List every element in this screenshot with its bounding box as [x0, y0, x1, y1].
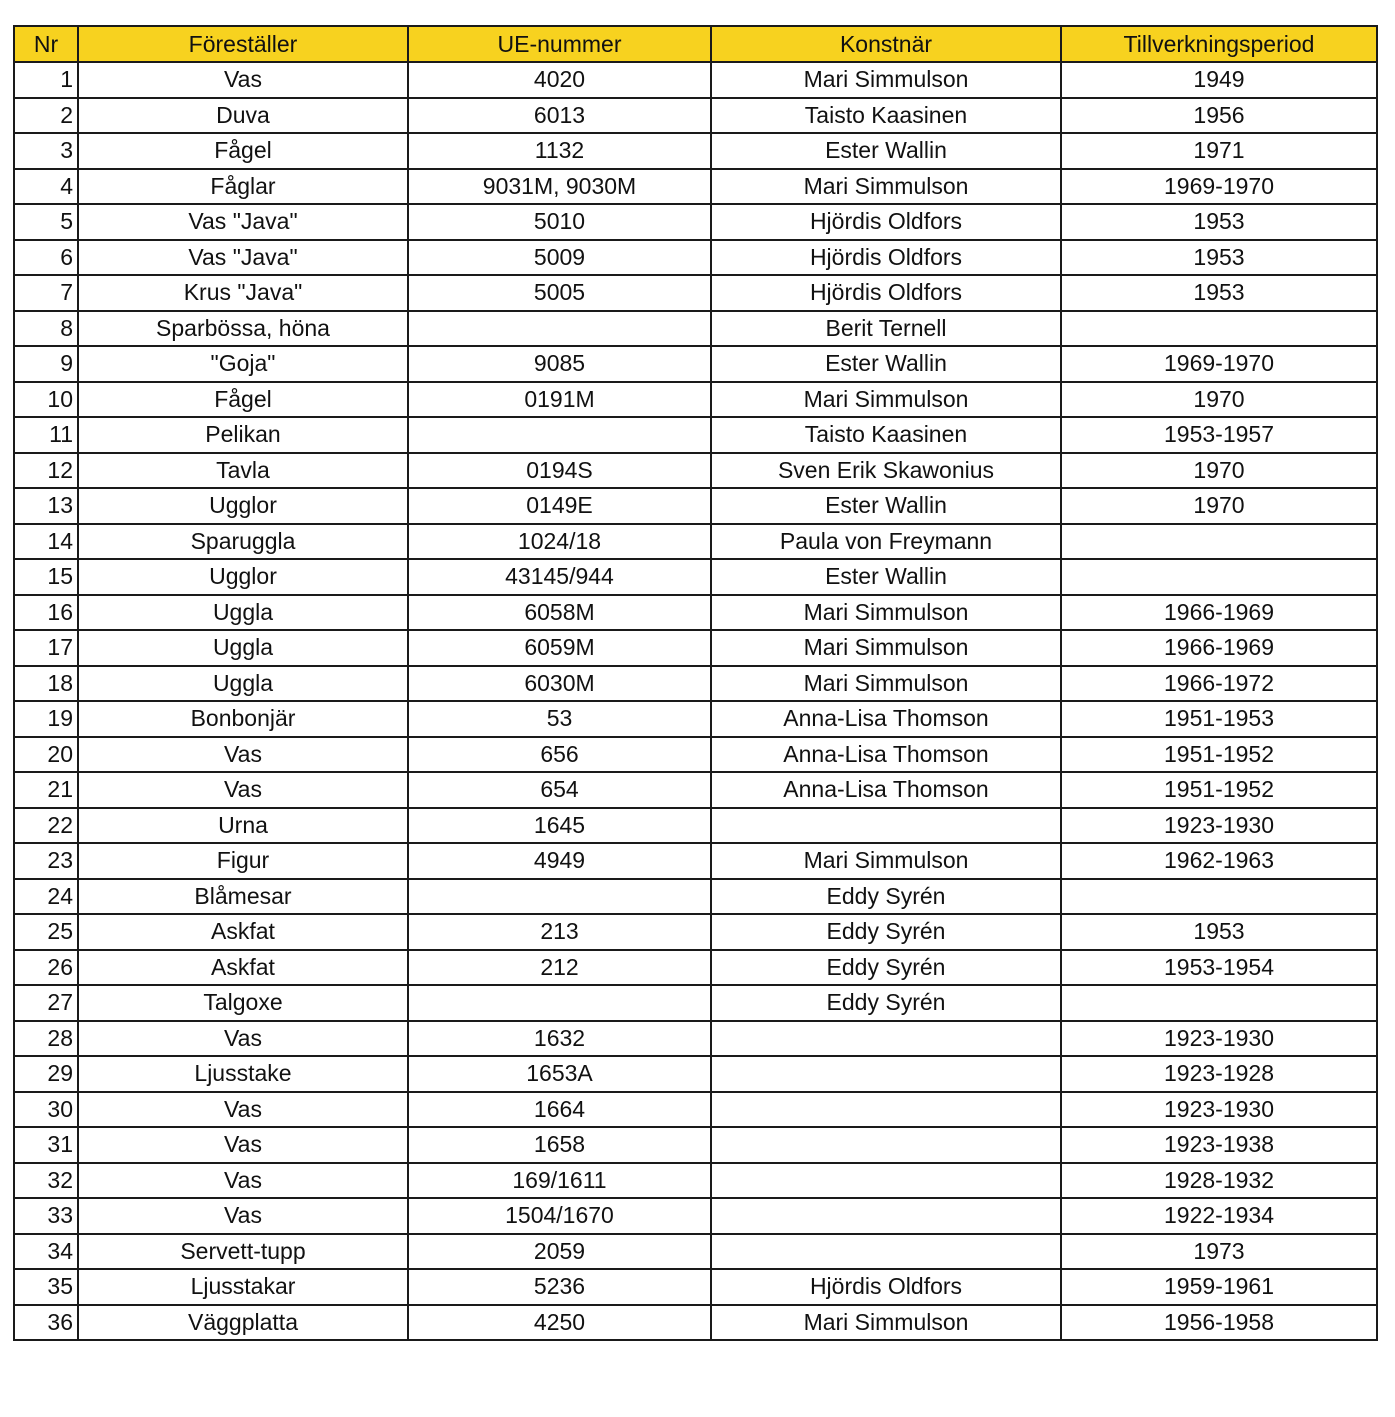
cell-object: Askfat: [78, 950, 408, 986]
cell-ue-number: [408, 417, 711, 453]
column-header-period: Tillverkningsperiod: [1061, 26, 1377, 62]
table-row: [14, 1305, 1377, 1341]
cell-period: 1928-1932: [1061, 1163, 1377, 1199]
cell-period: 1922-1934: [1061, 1198, 1377, 1234]
table-row: [14, 772, 1377, 808]
cell-period: 1923-1930: [1061, 1092, 1377, 1128]
cell-period: 1923-1938: [1061, 1127, 1377, 1163]
cell-artist: [711, 1163, 1061, 1199]
table-row: [14, 630, 1377, 666]
cell-artist: Taisto Kaasinen: [711, 98, 1061, 134]
cell-ue-number: 1632: [408, 1021, 711, 1057]
cell-nr: 3: [14, 133, 78, 169]
cell-artist: Hjördis Oldfors: [711, 275, 1061, 311]
cell-object: Fågel: [78, 133, 408, 169]
cell-ue-number: 43145/944: [408, 559, 711, 595]
cell-artist: Sven Erik Skawonius: [711, 453, 1061, 489]
cell-object: Pelikan: [78, 417, 408, 453]
table-row: [14, 843, 1377, 879]
cell-nr: 31: [14, 1127, 78, 1163]
table-body: [14, 62, 1377, 1340]
table-row: [14, 985, 1377, 1021]
cell-nr: 26: [14, 950, 78, 986]
cell-period: 1923-1928: [1061, 1056, 1377, 1092]
cell-nr: 7: [14, 275, 78, 311]
cell-artist: Ester Wallin: [711, 346, 1061, 382]
cell-nr: 24: [14, 879, 78, 915]
cell-period: [1061, 524, 1377, 560]
cell-ue-number: 1664: [408, 1092, 711, 1128]
cell-object: Ljusstake: [78, 1056, 408, 1092]
cell-ue-number: [408, 879, 711, 915]
table-row: [14, 346, 1377, 382]
cell-nr: 28: [14, 1021, 78, 1057]
table-row: [14, 169, 1377, 205]
cell-nr: 32: [14, 1163, 78, 1199]
cell-period: 1953: [1061, 204, 1377, 240]
cell-period: [1061, 311, 1377, 347]
cell-period: [1061, 985, 1377, 1021]
table-row: [14, 453, 1377, 489]
cell-nr: 8: [14, 311, 78, 347]
table-row: [14, 1234, 1377, 1270]
cell-period: 1969-1970: [1061, 169, 1377, 205]
cell-nr: 33: [14, 1198, 78, 1234]
cell-period: 1966-1972: [1061, 666, 1377, 702]
cell-period: 1966-1969: [1061, 595, 1377, 631]
cell-artist: Mari Simmulson: [711, 630, 1061, 666]
cell-ue-number: [408, 311, 711, 347]
cell-object: Bonbonjär: [78, 701, 408, 737]
cell-object: Vas: [78, 1163, 408, 1199]
cell-artist: Eddy Syrén: [711, 879, 1061, 915]
cell-object: Talgoxe: [78, 985, 408, 1021]
cell-object: Krus "Java": [78, 275, 408, 311]
cell-artist: [711, 1234, 1061, 1270]
cell-ue-number: 1645: [408, 808, 711, 844]
cell-ue-number: 654: [408, 772, 711, 808]
cell-artist: Paula von Freymann: [711, 524, 1061, 560]
cell-period: 1956-1958: [1061, 1305, 1377, 1341]
cell-artist: Ester Wallin: [711, 559, 1061, 595]
cell-nr: 12: [14, 453, 78, 489]
cell-ue-number: 6013: [408, 98, 711, 134]
cell-artist: [711, 1127, 1061, 1163]
cell-period: [1061, 559, 1377, 595]
cell-nr: 5: [14, 204, 78, 240]
cell-period: 1923-1930: [1061, 808, 1377, 844]
cell-nr: 30: [14, 1092, 78, 1128]
table-row: [14, 1056, 1377, 1092]
cell-object: Urna: [78, 808, 408, 844]
cell-object: Vas: [78, 62, 408, 98]
table-row: [14, 240, 1377, 276]
column-header-nr: Nr: [14, 26, 78, 62]
cell-period: 1951-1953: [1061, 701, 1377, 737]
cell-period: 1953: [1061, 275, 1377, 311]
table-row: [14, 417, 1377, 453]
header-row: [14, 26, 1377, 62]
cell-nr: 17: [14, 630, 78, 666]
cell-ue-number: 4949: [408, 843, 711, 879]
table-row: [14, 204, 1377, 240]
cell-ue-number: 5010: [408, 204, 711, 240]
cell-artist: Ester Wallin: [711, 488, 1061, 524]
cell-object: Sparuggla: [78, 524, 408, 560]
cell-nr: 4: [14, 169, 78, 205]
cell-period: 1969-1970: [1061, 346, 1377, 382]
cell-period: 1949: [1061, 62, 1377, 98]
table-row: [14, 275, 1377, 311]
cell-nr: 19: [14, 701, 78, 737]
column-header-object: Föreställer: [78, 26, 408, 62]
cell-artist: Eddy Syrén: [711, 914, 1061, 950]
cell-object: Tavla: [78, 453, 408, 489]
cell-ue-number: 1132: [408, 133, 711, 169]
cell-ue-number: 9085: [408, 346, 711, 382]
cell-artist: Hjördis Oldfors: [711, 240, 1061, 276]
cell-period: 1970: [1061, 453, 1377, 489]
cell-artist: Mari Simmulson: [711, 169, 1061, 205]
cell-object: Askfat: [78, 914, 408, 950]
table-row: [14, 382, 1377, 418]
cell-artist: Mari Simmulson: [711, 382, 1061, 418]
cell-ue-number: 4250: [408, 1305, 711, 1341]
cell-artist: Mari Simmulson: [711, 666, 1061, 702]
cell-period: 1973: [1061, 1234, 1377, 1270]
cell-artist: [711, 1092, 1061, 1128]
cell-period: 1970: [1061, 382, 1377, 418]
cell-period: 1953-1954: [1061, 950, 1377, 986]
table-row: [14, 1269, 1377, 1305]
cell-nr: 34: [14, 1234, 78, 1270]
cell-object: Vas: [78, 737, 408, 773]
cell-nr: 21: [14, 772, 78, 808]
column-header-artist: Konstnär: [711, 26, 1061, 62]
column-header-ue-number: UE-nummer: [408, 26, 711, 62]
cell-ue-number: 4020: [408, 62, 711, 98]
table-row: [14, 1092, 1377, 1128]
cell-period: 1970: [1061, 488, 1377, 524]
cell-object: Vas "Java": [78, 240, 408, 276]
cell-object: Uggla: [78, 595, 408, 631]
cell-ue-number: 0149E: [408, 488, 711, 524]
cell-period: 1971: [1061, 133, 1377, 169]
cell-ue-number: 6058M: [408, 595, 711, 631]
table-row: [14, 488, 1377, 524]
cell-artist: Mari Simmulson: [711, 62, 1061, 98]
cell-object: Vas: [78, 1198, 408, 1234]
cell-period: 1962-1963: [1061, 843, 1377, 879]
cell-object: Vas: [78, 1092, 408, 1128]
cell-ue-number: 0191M: [408, 382, 711, 418]
cell-ue-number: 212: [408, 950, 711, 986]
cell-nr: 16: [14, 595, 78, 631]
cell-artist: Mari Simmulson: [711, 595, 1061, 631]
cell-nr: 35: [14, 1269, 78, 1305]
cell-period: 1959-1961: [1061, 1269, 1377, 1305]
cell-nr: 6: [14, 240, 78, 276]
table-row: [14, 98, 1377, 134]
table-header: [14, 26, 1377, 62]
cell-ue-number: 1653A: [408, 1056, 711, 1092]
cell-period: 1953-1957: [1061, 417, 1377, 453]
table-row: [14, 701, 1377, 737]
cell-object: Vas: [78, 1127, 408, 1163]
cell-nr: 20: [14, 737, 78, 773]
cell-object: Vas "Java": [78, 204, 408, 240]
cell-nr: 23: [14, 843, 78, 879]
cell-artist: Taisto Kaasinen: [711, 417, 1061, 453]
cell-ue-number: 1504/1670: [408, 1198, 711, 1234]
cell-ue-number: [408, 985, 711, 1021]
table-row: [14, 1198, 1377, 1234]
cell-object: Uggla: [78, 630, 408, 666]
cell-ue-number: 1024/18: [408, 524, 711, 560]
cell-nr: 36: [14, 1305, 78, 1341]
cell-object: Ljusstakar: [78, 1269, 408, 1305]
cell-object: Ugglor: [78, 559, 408, 595]
cell-artist: Anna-Lisa Thomson: [711, 772, 1061, 808]
ceramics-table: [13, 25, 1378, 1341]
table-row: [14, 666, 1377, 702]
cell-artist: Mari Simmulson: [711, 843, 1061, 879]
cell-nr: 1: [14, 62, 78, 98]
cell-object: Uggla: [78, 666, 408, 702]
cell-object: Figur: [78, 843, 408, 879]
cell-nr: 29: [14, 1056, 78, 1092]
cell-object: Fågel: [78, 382, 408, 418]
cell-period: 1953: [1061, 914, 1377, 950]
cell-period: 1951-1952: [1061, 737, 1377, 773]
cell-object: Vas: [78, 1021, 408, 1057]
cell-ue-number: 6059M: [408, 630, 711, 666]
cell-ue-number: 5009: [408, 240, 711, 276]
cell-period: 1966-1969: [1061, 630, 1377, 666]
cell-nr: 11: [14, 417, 78, 453]
table-row: [14, 737, 1377, 773]
cell-ue-number: 6030M: [408, 666, 711, 702]
cell-ue-number: 0194S: [408, 453, 711, 489]
table-row: [14, 1021, 1377, 1057]
cell-ue-number: 5236: [408, 1269, 711, 1305]
cell-object: Blåmesar: [78, 879, 408, 915]
cell-object: Duva: [78, 98, 408, 134]
cell-artist: Hjördis Oldfors: [711, 204, 1061, 240]
cell-artist: [711, 1021, 1061, 1057]
cell-ue-number: 53: [408, 701, 711, 737]
table-row: [14, 1163, 1377, 1199]
cell-object: Ugglor: [78, 488, 408, 524]
cell-artist: Anna-Lisa Thomson: [711, 701, 1061, 737]
cell-nr: 27: [14, 985, 78, 1021]
cell-nr: 2: [14, 98, 78, 134]
table-row: [14, 879, 1377, 915]
cell-period: 1956: [1061, 98, 1377, 134]
cell-object: Sparbössa, höna: [78, 311, 408, 347]
cell-ue-number: 1658: [408, 1127, 711, 1163]
cell-nr: 25: [14, 914, 78, 950]
cell-ue-number: 656: [408, 737, 711, 773]
cell-nr: 13: [14, 488, 78, 524]
cell-artist: Mari Simmulson: [711, 1305, 1061, 1341]
cell-object: Väggplatta: [78, 1305, 408, 1341]
cell-ue-number: 169/1611: [408, 1163, 711, 1199]
cell-period: 1923-1930: [1061, 1021, 1377, 1057]
cell-ue-number: 9031M, 9030M: [408, 169, 711, 205]
cell-ue-number: 2059: [408, 1234, 711, 1270]
cell-artist: Berit Ternell: [711, 311, 1061, 347]
table-row: [14, 1127, 1377, 1163]
cell-artist: Ester Wallin: [711, 133, 1061, 169]
table-row: [14, 524, 1377, 560]
cell-ue-number: 5005: [408, 275, 711, 311]
cell-object: Servett-tupp: [78, 1234, 408, 1270]
table-row: [14, 914, 1377, 950]
cell-artist: Eddy Syrén: [711, 950, 1061, 986]
cell-nr: 15: [14, 559, 78, 595]
table-row: [14, 559, 1377, 595]
table-row: [14, 950, 1377, 986]
cell-object: "Goja": [78, 346, 408, 382]
cell-nr: 14: [14, 524, 78, 560]
table-row: [14, 595, 1377, 631]
cell-artist: [711, 1198, 1061, 1234]
cell-ue-number: 213: [408, 914, 711, 950]
table-row: [14, 808, 1377, 844]
table-row: [14, 133, 1377, 169]
cell-nr: 22: [14, 808, 78, 844]
cell-artist: Anna-Lisa Thomson: [711, 737, 1061, 773]
cell-period: 1953: [1061, 240, 1377, 276]
cell-period: 1951-1952: [1061, 772, 1377, 808]
table-row: [14, 62, 1377, 98]
cell-artist: [711, 808, 1061, 844]
cell-nr: 18: [14, 666, 78, 702]
cell-artist: [711, 1056, 1061, 1092]
cell-artist: Hjördis Oldfors: [711, 1269, 1061, 1305]
cell-nr: 9: [14, 346, 78, 382]
cell-object: Fåglar: [78, 169, 408, 205]
table-row: [14, 311, 1377, 347]
cell-period: [1061, 879, 1377, 915]
cell-artist: Eddy Syrén: [711, 985, 1061, 1021]
cell-object: Vas: [78, 772, 408, 808]
cell-nr: 10: [14, 382, 78, 418]
